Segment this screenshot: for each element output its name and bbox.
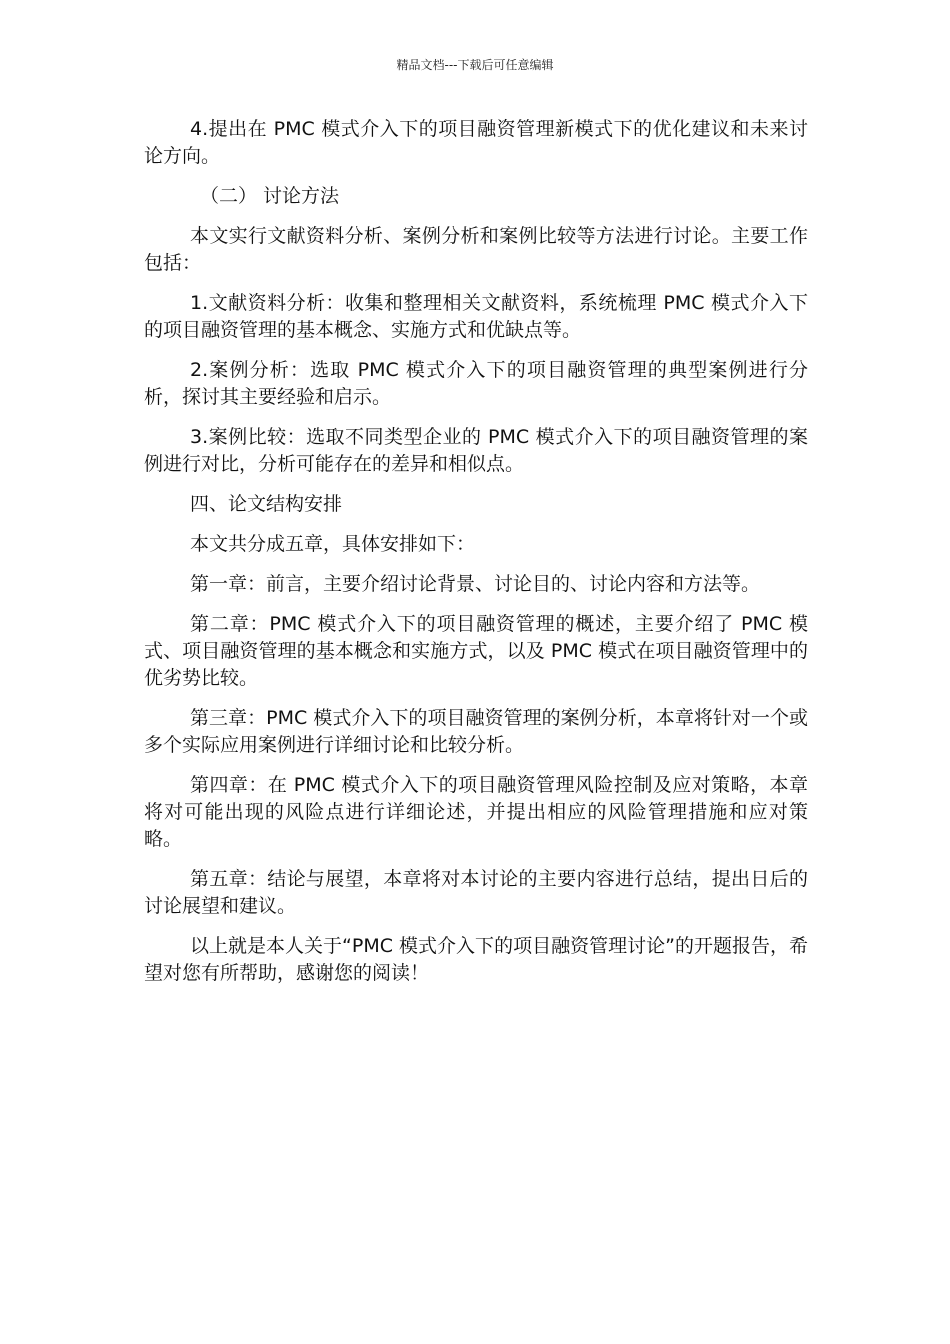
paragraph-method-3: 3.案例比较：选取不同类型企业的 PMC 模式介入下的项目融资管理的案例进行对比，分析可能存在的差异和相似点。 [144, 426, 808, 475]
paragraph-chapter-1: 第一章：前言，主要介绍讨论背景、讨论目的、讨论内容和方法等。 [190, 573, 761, 595]
document-body [144, 116, 808, 1000]
paragraph-chapter-3: 第三章：PMC 模式介入下的项目融资管理的案例分析，本章将针对一个或多个实际应用案例进行详细讨论和比较分析。 [144, 707, 808, 756]
paragraph-closing: 以上就是本人关于“PMC 模式介入下的项目融资管理讨论”的开题报告，希望对您有所帮助，感谢您的阅读！ [144, 935, 808, 984]
paragraph-chapter-4: 第四章：在 PMC 模式介入下的项目融资管理风险控制及应对策略，本章将对可能出现的风险点进行详细论述，并提出相应的风险管理措施和应对策略。 [144, 774, 808, 850]
paragraph-chapter-5: 第五章：结论与展望，本章将对本讨论的主要内容进行总结，提出日后的讨论展望和建议。 [144, 868, 808, 917]
paragraph-method-1: 1.文献资料分析：收集和整理相关文献资料，系统梳理 PMC 模式介入下的项目融资管理的基本概念、实施方式和优缺点等。 [144, 292, 808, 341]
section-heading-methods: （二） 讨论方法 [200, 185, 340, 207]
paragraph-chapter-2: 第二章：PMC 模式介入下的项目融资管理的概述，主要介绍了 PMC 模式、项目融资管理的基本概念和实施方式，以及 PMC 模式在项目融资管理中的优劣势比较。 [144, 613, 808, 689]
paragraph-structure-intro: 本文共分成五章，具体安排如下： [190, 533, 476, 555]
paragraph-method-2: 2.案例分析：选取 PMC 模式介入下的项目融资管理的典型案例进行分析，探讨其主要经验和启示。 [144, 359, 808, 408]
paragraph-methods-intro: 本文实行文献资料分析、案例分析和案例比较等方法进行讨论。主要工作包括： [144, 225, 808, 274]
paragraph-goal-4: 4.提出在 PMC 模式介入下的项目融资管理新模式下的优化建议和未来讨论方向。 [144, 118, 808, 167]
section-heading-structure: 四、论文结构安排 [190, 493, 343, 515]
page-header: 精品文档---下载后可任意编辑 [396, 58, 554, 72]
